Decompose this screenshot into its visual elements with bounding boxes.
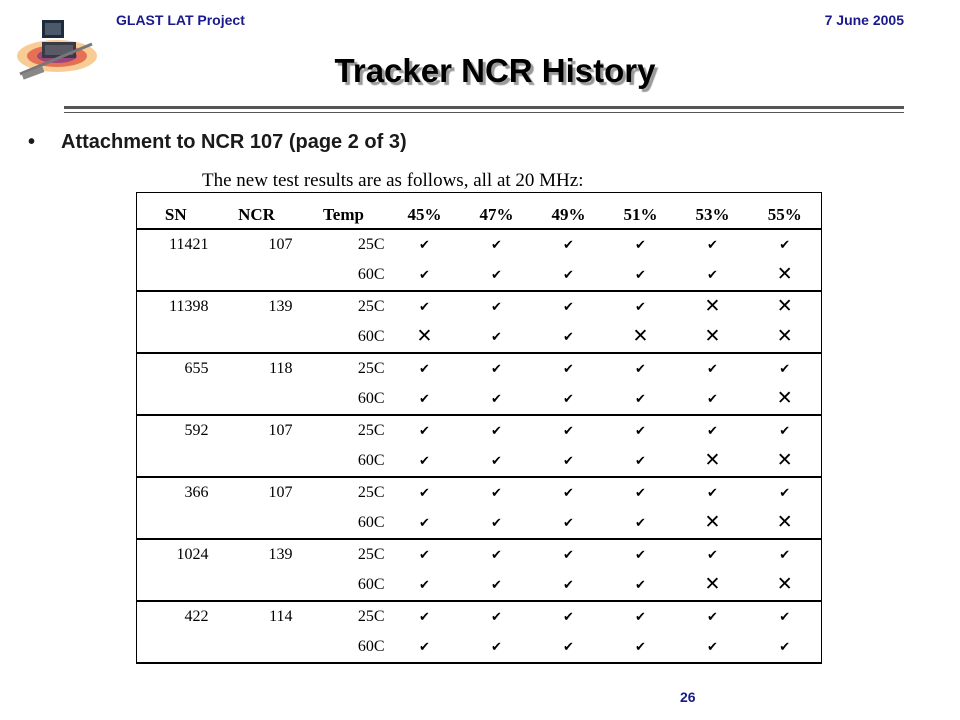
check-icon: ✔	[635, 454, 646, 469]
ncr-cell: 139	[268, 546, 293, 563]
result-cell	[677, 570, 749, 601]
cross-icon: ✕	[416, 325, 433, 347]
check-icon: ✔	[779, 486, 791, 501]
result-cell	[605, 291, 677, 322]
table-row	[137, 477, 822, 508]
check-icon: ✔	[779, 640, 791, 655]
check-icon: ✔	[419, 300, 430, 315]
result-cell	[533, 508, 605, 539]
cross-icon: ✕	[704, 325, 721, 347]
result-cell	[749, 415, 822, 446]
result-cell	[533, 415, 605, 446]
result-cell	[749, 570, 822, 601]
result-cell	[533, 353, 605, 384]
result-cell	[605, 539, 677, 570]
check-icon: ✔	[635, 516, 646, 531]
sn-cell: 1024	[176, 546, 209, 563]
project-name: GLAST LAT Project	[116, 12, 245, 28]
sn-cell	[137, 446, 215, 477]
result-cell	[389, 570, 461, 601]
header-date: 7 June 2005	[824, 12, 904, 28]
result-cell	[461, 539, 533, 570]
result-cell	[605, 477, 677, 508]
cross-icon: ✕	[776, 263, 793, 285]
ncr-cell: 107	[268, 236, 293, 253]
result-cell	[677, 477, 749, 508]
table-row	[137, 229, 822, 260]
check-icon: ✔	[419, 548, 430, 563]
check-icon: ✔	[491, 454, 502, 469]
check-icon: ✔	[635, 424, 646, 439]
check-icon: ✔	[707, 392, 718, 407]
table-row	[137, 601, 822, 632]
check-icon: ✔	[707, 640, 718, 655]
result-cell	[749, 446, 822, 477]
check-icon: ✔	[563, 548, 574, 563]
check-icon: ✔	[635, 640, 646, 655]
check-icon: ✔	[779, 238, 791, 253]
result-cell	[605, 229, 677, 260]
result-cell	[677, 632, 749, 663]
table-row	[137, 446, 822, 477]
check-icon: ✔	[707, 486, 718, 501]
check-icon: ✔	[635, 238, 646, 253]
column-header: NCR	[238, 205, 275, 224]
result-cell	[749, 322, 822, 353]
check-icon: ✔	[491, 330, 502, 345]
sn-cell	[137, 384, 215, 415]
check-icon: ✔	[419, 362, 430, 377]
sn-cell	[137, 322, 215, 353]
ncr-cell: 107	[268, 484, 293, 501]
check-icon: ✔	[491, 424, 502, 439]
check-icon: ✔	[635, 300, 646, 315]
result-cell	[677, 601, 749, 632]
cross-icon: ✕	[776, 573, 793, 595]
temp-cell: 60C	[299, 384, 389, 415]
check-icon: ✔	[635, 486, 646, 501]
column-header: Temp	[323, 205, 364, 224]
result-cell	[533, 260, 605, 291]
result-cell	[605, 322, 677, 353]
result-cell	[605, 384, 677, 415]
ncr-cell	[215, 508, 299, 539]
column-header: 45%	[407, 205, 442, 224]
result-cell	[605, 353, 677, 384]
check-icon: ✔	[491, 362, 502, 377]
check-icon: ✔	[419, 392, 430, 407]
cross-icon: ✕	[704, 573, 721, 595]
result-cell	[389, 291, 461, 322]
column-header: 53%	[695, 205, 730, 224]
result-cell	[389, 260, 461, 291]
ncr-cell	[215, 260, 299, 291]
result-cell	[677, 291, 749, 322]
check-icon: ✔	[635, 548, 646, 563]
ncr-cell: 114	[269, 608, 293, 625]
title-divider-thin	[64, 112, 904, 113]
result-cell	[605, 570, 677, 601]
column-header: SN	[164, 205, 187, 224]
result-cell	[389, 353, 461, 384]
table-header-row	[137, 193, 822, 230]
sn-cell: 11398	[169, 298, 209, 315]
cross-icon: ✕	[776, 449, 793, 471]
result-cell	[461, 353, 533, 384]
result-cell	[749, 384, 822, 415]
bullet-marker: •	[28, 131, 36, 153]
table-row	[137, 508, 822, 539]
check-icon: ✔	[563, 610, 574, 625]
ncr-cell	[215, 446, 299, 477]
page-number: 26	[680, 689, 696, 705]
check-icon: ✔	[491, 268, 502, 283]
cross-icon: ✕	[704, 449, 721, 471]
result-cell	[461, 229, 533, 260]
result-cell	[389, 601, 461, 632]
result-cell	[461, 632, 533, 663]
result-cell	[389, 229, 461, 260]
table-row	[137, 632, 822, 663]
check-icon: ✔	[635, 392, 646, 407]
table-row	[137, 570, 822, 601]
check-icon: ✔	[779, 362, 791, 377]
result-cell	[677, 229, 749, 260]
check-icon: ✔	[779, 424, 791, 439]
check-icon: ✔	[707, 238, 718, 253]
result-cell	[677, 353, 749, 384]
cross-icon: ✕	[776, 325, 793, 347]
temp-cell: 60C	[299, 446, 389, 477]
sn-cell: 11421	[169, 236, 209, 253]
check-icon: ✔	[491, 548, 502, 563]
cross-icon: ✕	[776, 387, 793, 409]
result-cell	[605, 601, 677, 632]
check-icon: ✔	[707, 362, 718, 377]
result-cell	[677, 539, 749, 570]
ncr-cell: 118	[269, 360, 293, 377]
check-icon: ✔	[563, 268, 574, 283]
result-cell	[461, 446, 533, 477]
check-icon: ✔	[563, 516, 574, 531]
temp-cell: 25C	[357, 298, 385, 315]
result-cell	[533, 477, 605, 508]
result-cell	[533, 446, 605, 477]
check-icon: ✔	[563, 486, 574, 501]
check-icon: ✔	[419, 610, 430, 625]
table-row	[137, 539, 822, 570]
column-header: 51%	[623, 205, 658, 224]
result-cell	[749, 260, 822, 291]
table-row	[137, 260, 822, 291]
result-cell	[605, 508, 677, 539]
temp-cell: 25C	[357, 484, 385, 501]
ncr-results-table	[136, 192, 822, 664]
result-cell	[605, 446, 677, 477]
check-icon: ✔	[563, 640, 574, 655]
result-cell	[389, 539, 461, 570]
check-icon: ✔	[563, 392, 574, 407]
cross-icon: ✕	[776, 511, 793, 533]
table-caption: The new test results are as follows, all at 20 MHz:	[202, 170, 584, 191]
sn-cell	[137, 260, 215, 291]
result-cell	[389, 508, 461, 539]
result-cell	[533, 291, 605, 322]
check-icon: ✔	[563, 454, 574, 469]
check-icon: ✔	[419, 268, 430, 283]
check-icon: ✔	[491, 300, 502, 315]
check-icon: ✔	[563, 330, 574, 345]
table-row	[137, 384, 822, 415]
cross-icon: ✕	[704, 295, 721, 317]
temp-cell: 60C	[299, 632, 389, 663]
temp-cell: 25C	[357, 360, 385, 377]
slide-title: Tracker NCR History	[334, 52, 656, 89]
result-cell	[389, 322, 461, 353]
check-icon: ✔	[419, 238, 430, 253]
check-icon: ✔	[779, 610, 791, 625]
result-cell	[677, 384, 749, 415]
result-cell	[461, 508, 533, 539]
table-row	[137, 415, 822, 446]
result-cell	[389, 415, 461, 446]
result-cell	[677, 415, 749, 446]
temp-cell: 60C	[299, 508, 389, 539]
cross-icon: ✕	[632, 325, 649, 347]
ncr-cell: 139	[268, 298, 293, 315]
result-cell	[461, 384, 533, 415]
check-icon: ✔	[419, 454, 430, 469]
check-icon: ✔	[491, 486, 502, 501]
result-cell	[461, 477, 533, 508]
table-row	[137, 291, 822, 322]
result-cell	[533, 601, 605, 632]
temp-cell: 25C	[357, 422, 385, 439]
result-cell	[461, 415, 533, 446]
result-cell	[749, 508, 822, 539]
ncr-cell	[215, 632, 299, 663]
check-icon: ✔	[563, 362, 574, 377]
result-cell	[749, 539, 822, 570]
result-cell	[677, 322, 749, 353]
check-icon: ✔	[491, 516, 502, 531]
result-cell	[749, 353, 822, 384]
temp-cell: 60C	[299, 322, 389, 353]
check-icon: ✔	[491, 392, 502, 407]
result-cell	[605, 415, 677, 446]
check-icon: ✔	[419, 486, 430, 501]
check-icon: ✔	[419, 424, 430, 439]
check-icon: ✔	[707, 424, 718, 439]
table-row	[137, 353, 822, 384]
cross-icon: ✕	[776, 295, 793, 317]
result-cell	[389, 384, 461, 415]
result-cell	[533, 229, 605, 260]
result-cell	[677, 260, 749, 291]
result-cell	[749, 601, 822, 632]
result-cell	[677, 508, 749, 539]
table-row	[137, 322, 822, 353]
column-header: 47%	[479, 205, 514, 224]
sn-cell: 592	[184, 422, 209, 439]
sn-cell	[137, 508, 215, 539]
check-icon: ✔	[491, 640, 502, 655]
result-cell	[461, 322, 533, 353]
bullet-text: Attachment to NCR 107 (page 2 of 3)	[61, 131, 407, 153]
result-cell	[389, 632, 461, 663]
temp-cell: 25C	[357, 546, 385, 563]
ncr-cell: 107	[268, 422, 293, 439]
check-icon: ✔	[635, 362, 646, 377]
check-icon: ✔	[563, 300, 574, 315]
ncr-cell	[215, 322, 299, 353]
check-icon: ✔	[419, 640, 430, 655]
result-cell	[605, 260, 677, 291]
check-icon: ✔	[707, 610, 718, 625]
check-icon: ✔	[491, 610, 502, 625]
table-body	[137, 229, 822, 663]
check-icon: ✔	[563, 238, 574, 253]
cross-icon: ✕	[704, 511, 721, 533]
check-icon: ✔	[563, 578, 574, 593]
column-header: 49%	[551, 205, 586, 224]
temp-cell: 25C	[357, 236, 385, 253]
result-cell	[533, 539, 605, 570]
check-icon: ✔	[419, 578, 430, 593]
check-icon: ✔	[563, 424, 574, 439]
result-cell	[749, 632, 822, 663]
check-icon: ✔	[635, 578, 646, 593]
result-cell	[605, 632, 677, 663]
result-cell	[461, 260, 533, 291]
result-cell	[533, 322, 605, 353]
sn-cell: 422	[184, 608, 209, 625]
check-icon: ✔	[635, 610, 646, 625]
ncr-cell	[215, 570, 299, 601]
result-cell	[461, 601, 533, 632]
result-cell	[461, 570, 533, 601]
check-icon: ✔	[779, 548, 791, 563]
check-icon: ✔	[707, 268, 718, 283]
temp-cell: 60C	[299, 260, 389, 291]
check-icon: ✔	[707, 548, 718, 563]
result-cell	[749, 291, 822, 322]
result-cell	[749, 229, 822, 260]
sn-cell: 366	[184, 484, 209, 501]
result-cell	[389, 477, 461, 508]
title-divider	[64, 106, 904, 109]
result-cell	[749, 477, 822, 508]
column-header: 55%	[767, 205, 802, 224]
result-cell	[533, 632, 605, 663]
sn-cell	[137, 570, 215, 601]
result-cell	[533, 384, 605, 415]
temp-cell: 60C	[299, 570, 389, 601]
check-icon: ✔	[491, 578, 502, 593]
sn-cell: 655	[184, 360, 209, 377]
result-cell	[389, 446, 461, 477]
ncr-cell	[215, 384, 299, 415]
sn-cell	[137, 632, 215, 663]
result-cell	[461, 291, 533, 322]
result-cell	[533, 570, 605, 601]
check-icon: ✔	[635, 268, 646, 283]
check-icon: ✔	[419, 516, 430, 531]
temp-cell: 25C	[357, 608, 385, 625]
result-cell	[677, 446, 749, 477]
check-icon: ✔	[491, 238, 502, 253]
